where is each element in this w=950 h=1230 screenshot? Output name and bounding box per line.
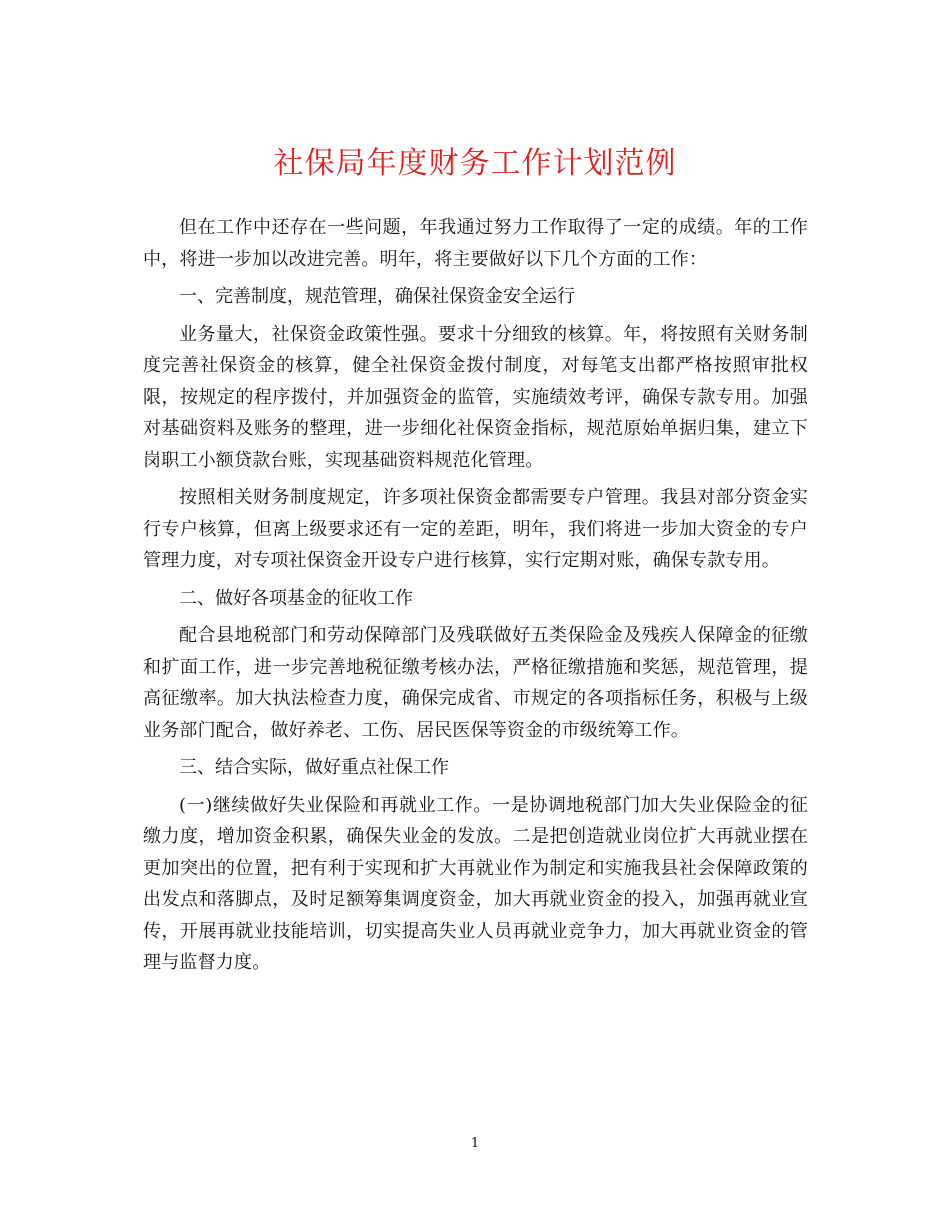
page-number: 1 — [470, 1136, 480, 1151]
section-heading-1: 一、完善制度，规范管理，确保社保资金安全运行 — [179, 286, 575, 307]
paragraph-section-3-a: (一)继续做好失业保险和再就业工作。一是协调地税部门加大失业保险金的征缴力度，增加资金积累，确保失业金的发放。二是把创造就业岗位扩大再就业摆在更加突出的位置，把有利于实现和扩大再就业作为制定和实施我县社会保障政策的出发点和落脚点，及时足额筹集调度资金，加大再就业资金的投入，加强再就业宣传，开展再就业技能培训，切实提高失业人员再就业竞争力，加大再就业资金的管理与监督力度。 — [143, 794, 808, 973]
document-body — [143, 212, 808, 985]
paragraph-section-1-a: 业务量大，社保资金政策性强。要求十分细致的核算。年，将按照有关财务制度完善社保资金的核算，健全社保资金拨付制度，对每笔支出都严格按照审批权限，按规定的程序拨付，并加强资金的监管，实施绩效考评，确保专款专用。加强对基础资料及账务的整理，进一步细化社保资金指标，规范原始单据归集，建立下岗职工小额贷款台账，实现基础资料规范化管理。 — [143, 323, 808, 471]
paragraph-section-2: 配合县地税部门和劳动保障部门及残联做好五类保险金及残疾人保障金的征缴和扩面工作，进一步完善地税征缴考核办法，严格征缴措施和奖惩，规范管理，提高征缴率。加大执法检查力度，确保完成省、市规定的各项指标任务，积极与上级业务部门配合，做好养老、工伤、居民医保等资金的市级统筹工作。 — [143, 625, 808, 741]
document-title: 社保局年度财务工作计划范例 — [273, 146, 677, 181]
paragraph-section-1-b: 按照相关财务制度规定，许多项社保资金都需要专户管理。我县对部分资金实行专户核算，但离上级要求还有一定的差距，明年，我们将进一步加大资金的专户管理力度，对专项社保资金开设专户进行核算，实行定期对账，确保专款专用。 — [143, 487, 808, 571]
section-heading-3: 三、结合实际，做好重点社保工作 — [179, 757, 449, 778]
section-heading-2: 二、做好各项基金的征收工作 — [179, 587, 413, 609]
paragraph-intro: 但在工作中还存在一些问题，年我通过努力工作取得了一定的成绩。年的工作中，将进一步加以改进完善。明年，将主要做好以下几个方面的工作： — [143, 217, 808, 270]
